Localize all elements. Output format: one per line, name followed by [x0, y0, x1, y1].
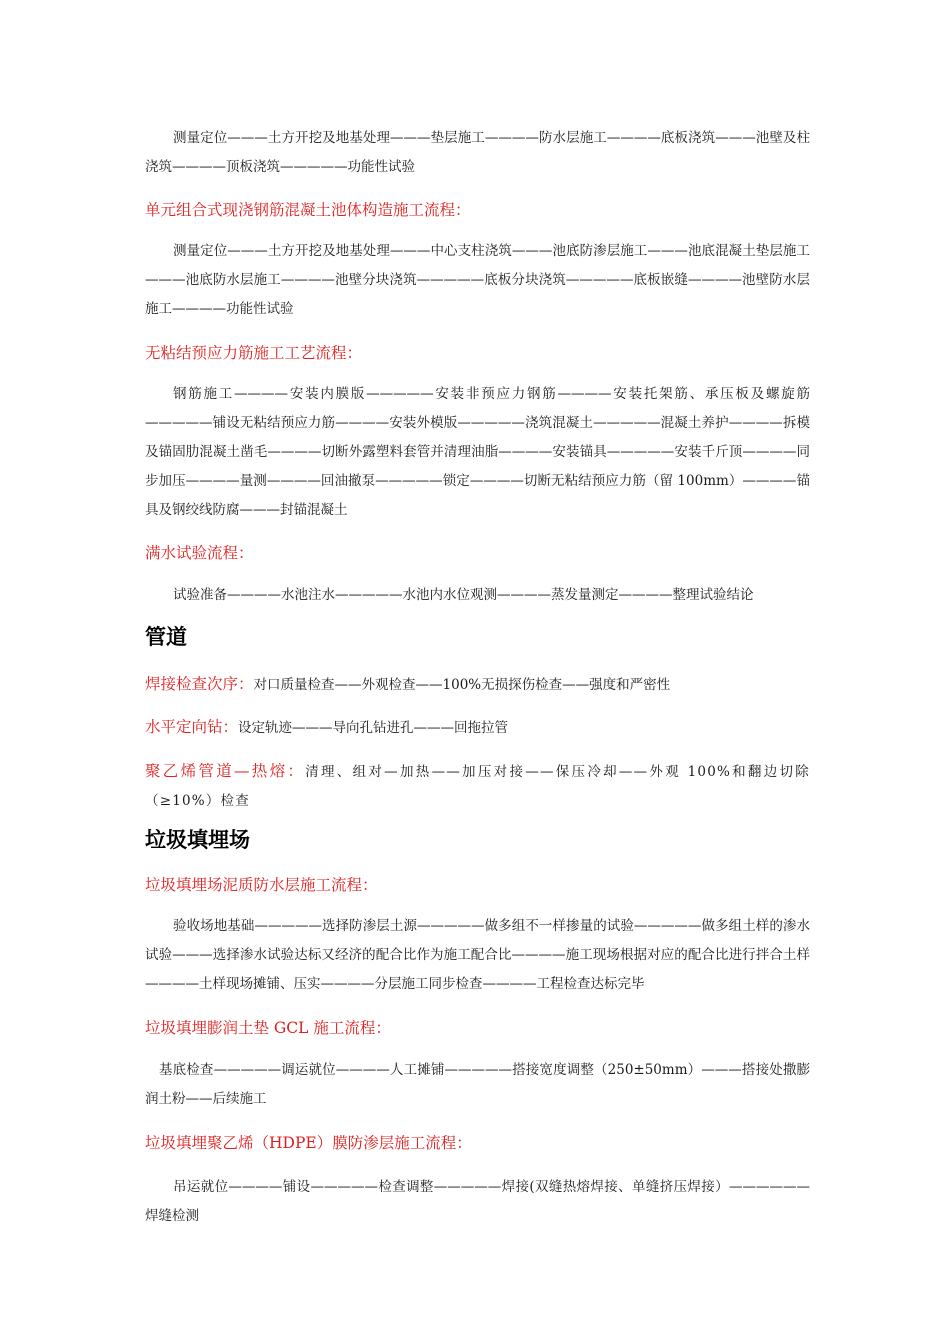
prestress-flow-text: 钢筋施工————安装内膜版—————安装非预应力钢筋————安装托架筋、承压板及螺旋筋—————铺设无粘结预应力筋————安装外模版—————浇筑混凝土—————混凝土养护————拆模及锚固肋混凝土凿毛————切断外露塑料套管并清理油脂————安装锚具—————安装千斤顶————同步加压————量测————回油撤泵—————锁定————切断无粘结预应力筋（留 100mm）————锚具及钢绞线防腐———封锚混凝土 [145, 386, 810, 518]
section-title-landfill: 垃圾填埋场 [145, 828, 250, 852]
directional-drilling-label: 水平定向钻： [145, 718, 239, 736]
weld-check-order [145, 670, 810, 700]
water-test-flow-text: 试验准备————水池注水—————水池内水位观测————蒸发量测定————整理试验结论 [173, 587, 754, 603]
pe-pipe-hot-melt [145, 757, 810, 816]
directional-drilling-text: 设定轨迹———导向孔钻进孔———回拖拉管 [238, 720, 509, 736]
weld-check-text: 对口质量检查——外观检查——100%无损探伤检查——强度和严密性 [253, 677, 671, 693]
gcl-flow-text: 基底检查—————调运就位————人工摊铺—————搭接宽度调整（250±50mm）———搭接处撒膨润土粉——后续施工 [145, 1062, 810, 1107]
heading-prestress-flow: 无粘结预应力筋施工工艺流程： [145, 344, 363, 362]
clay-liner-flow-text: 验收场地基础—————选择防渗层土源—————做多组不一样掺量的试验—————做多组土样的渗水试验———选择渗水试验达标又经济的配合比作为施工配合比————施工现场根据对应的配合比进行拌合土样————土样现场摊铺、压实————分层施工同步检查————工程检查达标完毕 [145, 918, 810, 992]
heading-gcl-flow: 垃圾填埋膨润土垫 GCL 施工流程： [145, 1019, 391, 1037]
directional-drilling [145, 713, 810, 743]
pe-pipe-label: 聚乙烯管道—热熔： [145, 762, 306, 780]
heading-unit-pool-flow: 单元组合式现浇钢筋混凝土池体构造施工流程： [145, 201, 471, 219]
section-title-pipeline: 管道 [145, 625, 187, 649]
heading-water-test-flow: 满水试验流程： [145, 544, 254, 562]
hdpe-flow-text: 吊运就位————铺设—————检查调整—————焊接(双缝热熔焊接、单缝挤压焊接）——————焊缝检测 [145, 1179, 810, 1224]
unit-pool-flow-text: 测量定位———土方开挖及地基处理———中心支柱浇筑———池底防渗层施工———池底混凝土垫层施工———池底防水层施工————池壁分块浇筑—————底板分块浇筑—————底板嵌缝————池壁防水层施工————功能性试验 [145, 243, 810, 317]
pool-construction-flow: 测量定位———土方开挖及地基处理———垫层施工————防水层施工————底板浇筑———池壁及柱浇筑————顶板浇筑—————功能性试验 [145, 130, 810, 175]
weld-check-label: 焊接检查次序： [145, 675, 254, 693]
heading-clay-liner-flow: 垃圾填埋场泥质防水层施工流程： [145, 876, 378, 894]
heading-hdpe-flow: 垃圾填埋聚乙烯（HDPE）膜防渗层施工流程： [145, 1134, 472, 1152]
pe-pipe-text: 清理、组对—加热——加压对接——保压冷却——外观 100%和翻边切除（≥10%）检查 [145, 764, 810, 809]
